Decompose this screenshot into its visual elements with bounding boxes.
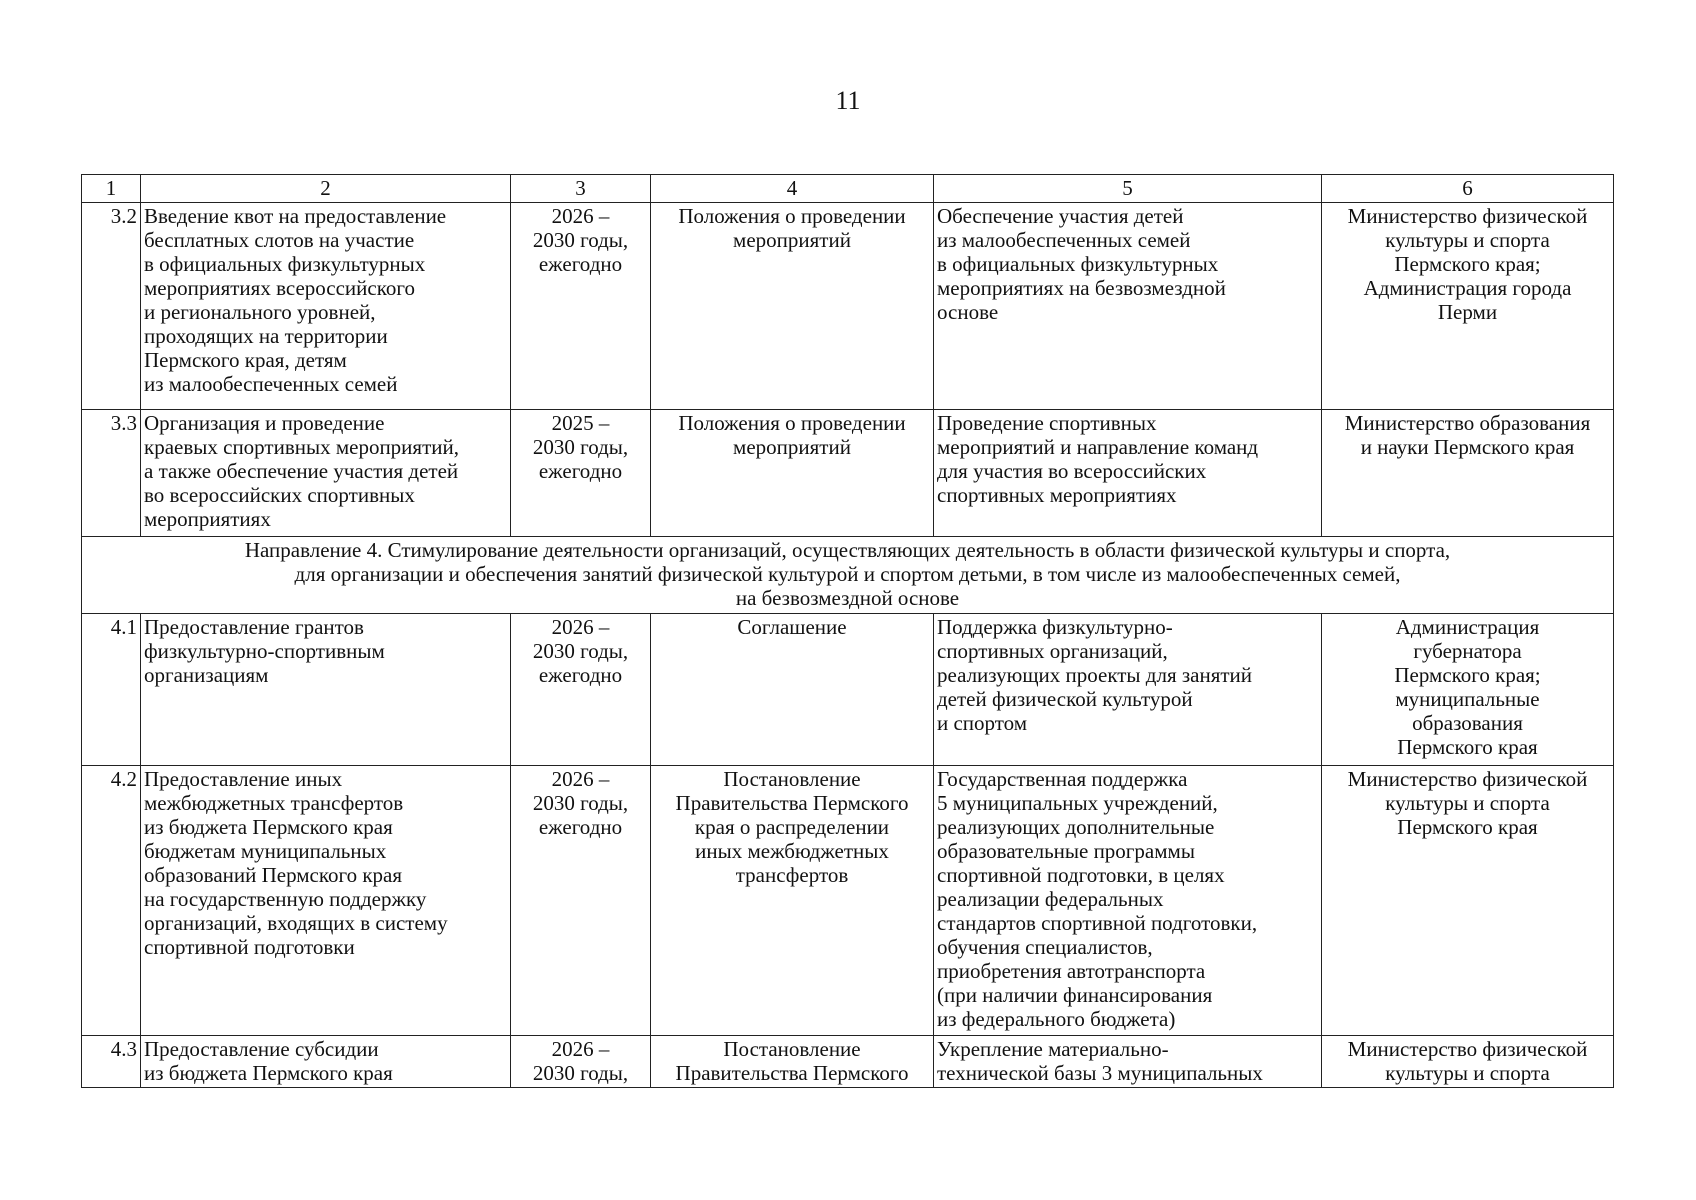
period-cell: 2026 – 2030 годы, ежегодно xyxy=(511,766,651,1036)
row-number: 4.3 xyxy=(82,1036,141,1088)
column-header-4: 4 xyxy=(651,175,934,203)
document-cell: Положения о проведении мероприятий xyxy=(651,410,934,537)
activity-cell: Предоставление грантов физкультурно-спортивным организациям xyxy=(141,614,511,766)
result-cell: Государственная поддержка 5 муниципальных учреждений, реализующих дополнительные образовательные программы спортивной подготовки, в целях реализации федеральных стандартов спортивной подготовки, обучения специалистов, приобретения автотранспорта (при наличии финансирования из федерального бюджета) xyxy=(934,766,1322,1036)
period-cell: 2025 – 2030 годы, ежегодно xyxy=(511,410,651,537)
table-row xyxy=(82,203,1614,410)
table-row xyxy=(82,614,1614,766)
row-number: 4.2 xyxy=(82,766,141,1036)
responsible-cell: Министерство физической культуры и спорта Пермского края; Администрация города Перми xyxy=(1322,203,1614,410)
section-heading: Направление 4. Стимулирование деятельности организаций, осуществляющих деятельность в области физической культуры и спорта, для организации и обеспечения занятий физической культурой и спортом детьми, в том числе из малообеспеченных семей, на безвозмездной основе xyxy=(82,537,1614,614)
column-header-6: 6 xyxy=(1322,175,1614,203)
table-row xyxy=(82,410,1614,537)
result-cell: Проведение спортивных мероприятий и направление команд для участия во всероссийских спортивных мероприятиях xyxy=(934,410,1322,537)
document-cell: Постановление Правительства Пермского края о распределении иных межбюджетных трансфертов xyxy=(651,766,934,1036)
document-cell: Постановление Правительства Пермского xyxy=(651,1036,934,1088)
responsible-cell: Министерство физической культуры и спорта Пермского края xyxy=(1322,766,1614,1036)
result-cell: Укрепление материально- технической базы 3 муниципальных xyxy=(934,1036,1322,1088)
row-number: 3.3 xyxy=(82,410,141,537)
row-number: 3.2 xyxy=(82,203,141,410)
responsible-cell: Министерство физической культуры и спорта xyxy=(1322,1036,1614,1088)
result-cell: Обеспечение участия детей из малообеспеченных семей в официальных физкультурных мероприятиях на безвозмездной основе xyxy=(934,203,1322,410)
column-header-1: 1 xyxy=(82,175,141,203)
table-row xyxy=(82,1036,1614,1088)
page-number: 11 xyxy=(835,86,861,115)
document-cell: Положения о проведении мероприятий xyxy=(651,203,934,410)
activities-table xyxy=(81,174,1614,1088)
table-header-row xyxy=(82,175,1614,203)
table-row xyxy=(82,766,1614,1036)
activity-cell: Введение квот на предоставление бесплатных слотов на участие в официальных физкультурных мероприятиях всероссийского и регионального уровней, проходящих на территории Пермского края, детям из малообеспеченных семей xyxy=(141,203,511,410)
column-header-5: 5 xyxy=(934,175,1322,203)
activity-cell: Предоставление иных межбюджетных трансфертов из бюджета Пермского края бюджетам муниципальных образований Пермского края на государственную поддержку организаций, входящих в систему спортивной подготовки xyxy=(141,766,511,1036)
activity-cell: Организация и проведение краевых спортивных мероприятий, а также обеспечение участия детей во всероссийских спортивных мероприятиях xyxy=(141,410,511,537)
period-cell: 2026 – 2030 годы, ежегодно xyxy=(511,614,651,766)
activity-cell: Предоставление субсидии из бюджета Пермского края xyxy=(141,1036,511,1088)
column-header-3: 3 xyxy=(511,175,651,203)
responsible-cell: Министерство образования и науки Пермского края xyxy=(1322,410,1614,537)
column-header-2: 2 xyxy=(141,175,511,203)
period-cell: 2026 – 2030 годы, ежегодно xyxy=(511,203,651,410)
period-cell: 2026 – 2030 годы, xyxy=(511,1036,651,1088)
row-number: 4.1 xyxy=(82,614,141,766)
document-cell: Соглашение xyxy=(651,614,934,766)
result-cell: Поддержка физкультурно- спортивных организаций, реализующих проекты для занятий детей физической культурой и спортом xyxy=(934,614,1322,766)
section-heading-row xyxy=(82,537,1614,614)
responsible-cell: Администрация губернатора Пермского края; муниципальные образования Пермского края xyxy=(1322,614,1614,766)
